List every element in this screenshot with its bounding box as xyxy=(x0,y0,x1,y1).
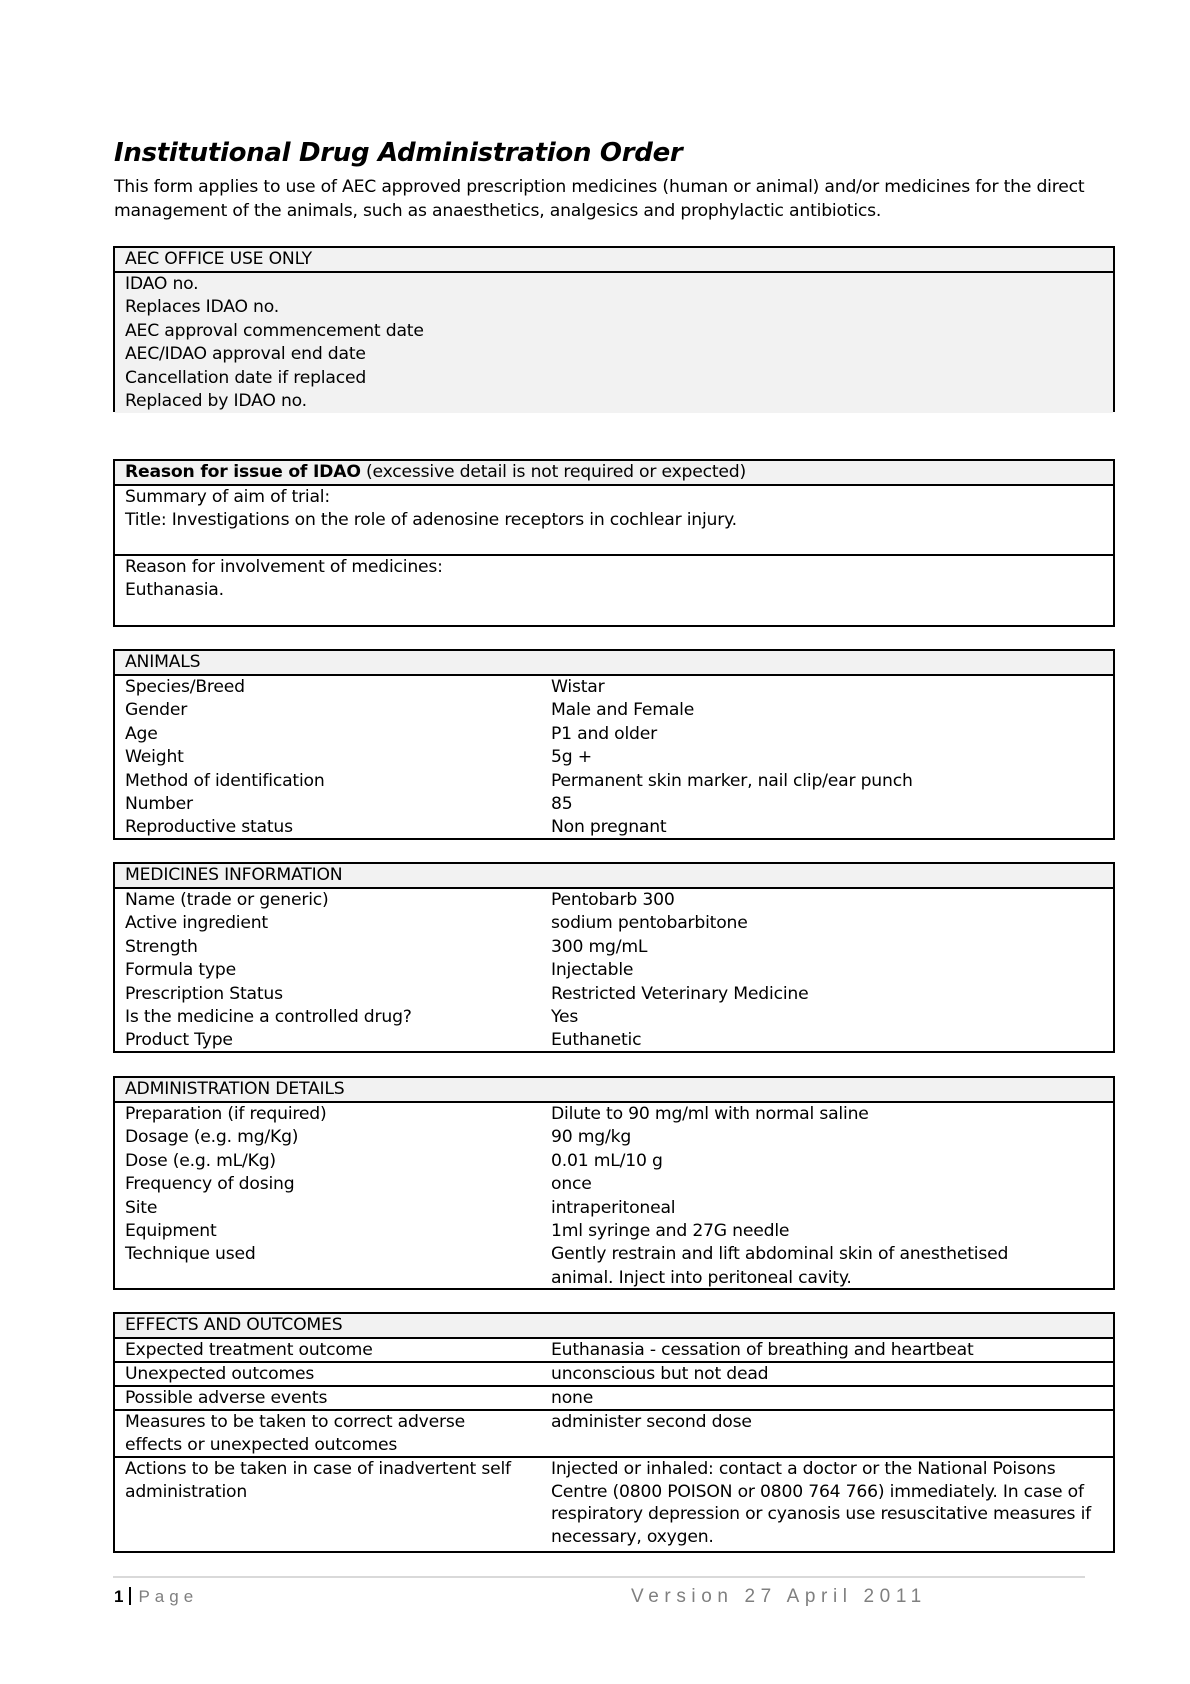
table-row xyxy=(115,959,1113,982)
table-row xyxy=(115,699,1113,722)
effects-section xyxy=(113,1312,1115,1553)
row-label: Species/Breed xyxy=(125,677,245,697)
row-label: Active ingredient xyxy=(125,913,268,934)
table-row xyxy=(115,746,1113,769)
effects-rows xyxy=(115,1339,1113,1549)
table-row xyxy=(115,1006,1113,1029)
table-row xyxy=(115,723,1113,746)
aec-office-fields xyxy=(115,273,1113,413)
section-header xyxy=(115,461,1113,486)
row-value: intraperitoneal xyxy=(551,1197,676,1218)
row-label: Name (trade or generic) xyxy=(125,890,329,910)
table-row xyxy=(115,1339,1113,1363)
section-header: EFFECTS AND OUTCOMES xyxy=(115,1314,1113,1339)
table-row xyxy=(115,793,1113,816)
row-value: 90 mg/kg xyxy=(551,1127,632,1148)
row-value: Restricted Veterinary Medicine xyxy=(551,983,809,1004)
table-row xyxy=(115,983,1113,1006)
end-date-field: AEC/IDAO approval end date xyxy=(125,344,366,365)
table-row xyxy=(115,936,1113,959)
table-row xyxy=(115,1411,1113,1458)
row-label: Preparation (if required) xyxy=(125,1104,327,1124)
table-row xyxy=(115,1150,1113,1173)
footer-page-number xyxy=(114,1586,198,1608)
page-number: 1 xyxy=(114,1587,124,1606)
table-row xyxy=(115,1103,1113,1126)
row-label: Formula type xyxy=(125,960,236,981)
row-value: once xyxy=(551,1174,592,1195)
table-row xyxy=(115,1197,1113,1220)
row-value: administer second dose xyxy=(551,1412,752,1432)
involvement-value: Euthanasia. xyxy=(125,580,224,601)
row-label: Possible adverse events xyxy=(125,1388,328,1408)
row-value: 1ml syringe and 27G needle xyxy=(551,1220,790,1241)
summary-value: Title: Investigations on the role of adenosine receptors in cochlear injury. xyxy=(125,510,737,531)
intro-paragraph: This form applies to use of AEC approved prescription medicines (human or animal) and/or medicines for the direct management of the animals, such as anaesthetics, analgesics and prophylactic antibiotics. xyxy=(114,177,1085,221)
row-value: Permanent skin marker, nail clip/ear punch xyxy=(551,770,913,791)
table-row xyxy=(115,1029,1113,1052)
row-label: Dose (e.g. mL/Kg) xyxy=(125,1150,276,1171)
animals-rows xyxy=(115,676,1113,841)
row-label: Expected treatment outcome xyxy=(125,1340,373,1360)
table-row xyxy=(115,1243,1113,1290)
row-value: Gently restrain and lift abdominal skin of anesthetised animal. Inject into peritoneal cavity. xyxy=(551,1244,1009,1288)
replaces-idao-field: Replaces IDAO no. xyxy=(125,297,280,318)
row-label: Measures to be taken to correct adverse effects or unexpected outcomes xyxy=(125,1412,466,1456)
table-row xyxy=(115,1220,1113,1243)
cancellation-date-field: Cancellation date if replaced xyxy=(125,367,367,388)
table-row xyxy=(115,676,1113,699)
row-label: Equipment xyxy=(125,1220,217,1241)
row-label: Gender xyxy=(125,700,188,721)
row-label: Product Type xyxy=(125,1030,233,1051)
row-value: Injected or inhaled: contact a doctor or the National Poisons Centre (0800 POISON or 0800 764 766) immediately. In case of respiratory depression or cyanosis use resuscitative measures if necessary, oxygen. xyxy=(551,1459,1092,1547)
involvement-cell xyxy=(115,556,1113,624)
table-row xyxy=(115,1126,1113,1149)
medicines-rows xyxy=(115,889,1113,1054)
row-value: unconscious but not dead xyxy=(551,1364,769,1384)
section-header: AEC OFFICE USE ONLY xyxy=(115,248,1113,273)
aec-office-use-section xyxy=(113,246,1115,412)
row-value: Yes xyxy=(551,1006,579,1027)
table-row xyxy=(115,1363,1113,1387)
reason-section xyxy=(113,459,1115,627)
section-header: MEDICINES INFORMATION xyxy=(115,864,1113,889)
table-row xyxy=(115,1173,1113,1196)
table-row xyxy=(115,770,1113,793)
row-label: Unexpected outcomes xyxy=(125,1364,315,1384)
row-value: Pentobarb 300 xyxy=(551,890,675,910)
reason-header-bold: Reason for issue of IDAO xyxy=(125,462,361,482)
row-value: Euthanasia - cessation of breathing and heartbeat xyxy=(551,1340,974,1360)
administration-rows xyxy=(115,1103,1113,1291)
row-label: Reproductive status xyxy=(125,817,293,838)
row-label: Number xyxy=(125,793,193,814)
table-row xyxy=(115,816,1113,839)
row-label: Technique used xyxy=(125,1244,256,1265)
row-value: none xyxy=(551,1388,594,1408)
row-label: Dosage (e.g. mg/Kg) xyxy=(125,1127,299,1148)
footer-separator xyxy=(129,1587,131,1605)
row-label: Weight xyxy=(125,747,184,768)
row-value: sodium pentobarbitone xyxy=(551,913,748,934)
summary-cell xyxy=(115,486,1113,556)
row-value: P1 and older xyxy=(551,723,658,744)
row-label: Site xyxy=(125,1197,158,1218)
row-value: Euthanetic xyxy=(551,1030,642,1051)
row-label: Method of identification xyxy=(125,770,325,791)
section-header: ANIMALS xyxy=(115,651,1113,676)
replaced-by-field: Replaced by IDAO no. xyxy=(125,390,307,411)
row-value: Male and Female xyxy=(551,700,695,721)
row-value: 0.01 mL/10 g xyxy=(551,1150,663,1171)
table-row xyxy=(115,1458,1113,1549)
section-header: ADMINISTRATION DETAILS xyxy=(115,1078,1113,1103)
row-value: Wistar xyxy=(551,677,605,697)
medicines-section xyxy=(113,862,1115,1053)
row-value: 5g + xyxy=(551,747,592,768)
commencement-date-field: AEC approval commencement date xyxy=(125,320,424,341)
page-label: Page xyxy=(138,1587,199,1606)
row-label: Age xyxy=(125,723,158,744)
reason-header-note: (excessive detail is not required or expected) xyxy=(360,462,747,482)
administration-section xyxy=(113,1076,1115,1290)
row-label: Strength xyxy=(125,936,198,957)
involvement-label: Reason for involvement of medicines: xyxy=(125,557,443,577)
idao-number-field: IDAO no. xyxy=(125,274,199,294)
row-value: Dilute to 90 mg/ml with normal saline xyxy=(551,1104,869,1124)
row-value: 85 xyxy=(551,793,573,814)
table-row xyxy=(115,912,1113,935)
row-label: Prescription Status xyxy=(125,983,283,1004)
document-title: Institutional Drug Administration Order xyxy=(114,138,683,168)
row-label: Actions to be taken in case of inadvertent self administration xyxy=(125,1459,511,1502)
footer-version: Version 27 April 2011 xyxy=(631,1586,927,1607)
table-row xyxy=(115,889,1113,912)
row-value: Non pregnant xyxy=(551,817,667,838)
summary-label: Summary of aim of trial: xyxy=(125,487,330,507)
row-value: 300 mg/mL xyxy=(551,936,648,957)
footer-divider xyxy=(113,1576,1085,1578)
table-row xyxy=(115,1387,1113,1411)
row-label: Is the medicine a controlled drug? xyxy=(125,1006,412,1027)
row-label: Frequency of dosing xyxy=(125,1174,295,1195)
animals-section xyxy=(113,649,1115,840)
row-value: Injectable xyxy=(551,960,634,981)
